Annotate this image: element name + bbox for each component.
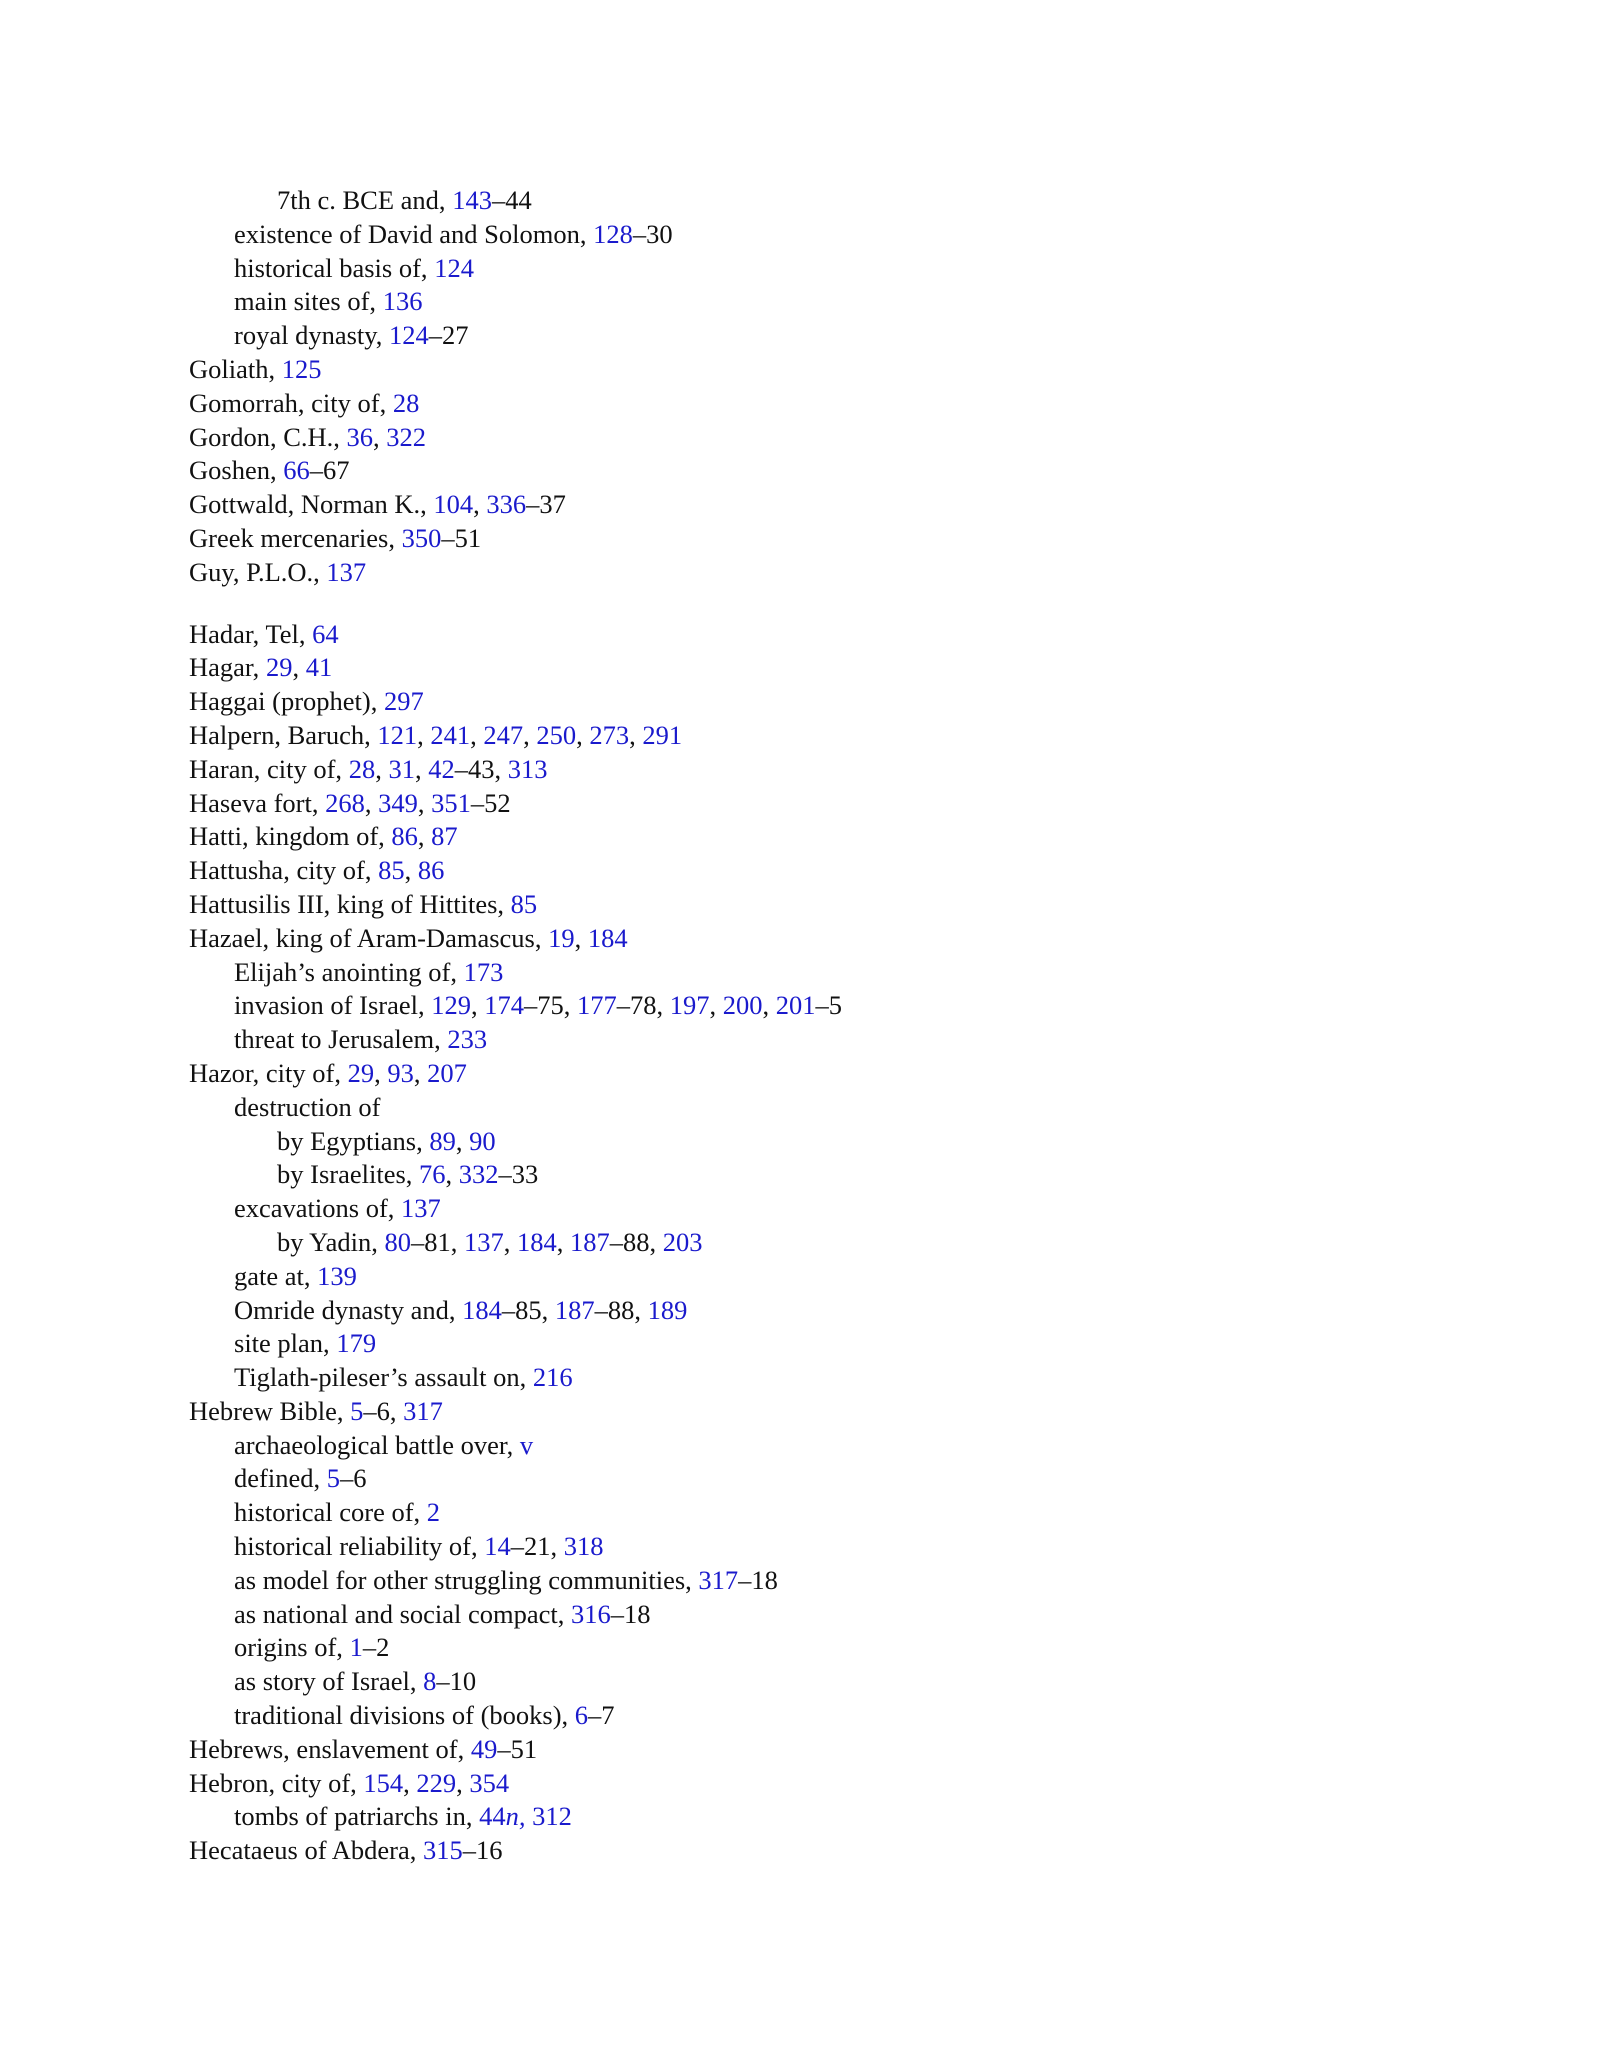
entry-label: Hattusha, city of, [189, 855, 379, 886]
page-link[interactable]: 93 [387, 1057, 414, 1088]
page-link[interactable]: 233 [447, 1024, 488, 1055]
page-link[interactable]: 313 [507, 753, 548, 784]
entry-label: Hebrew Bible, [189, 1395, 351, 1426]
page-link[interactable]: 184 [517, 1226, 557, 1257]
entry-label: traditional divisions of (books), [234, 1700, 575, 1731]
page-link[interactable]: 184 [462, 1294, 502, 1325]
index-entry [189, 1767, 1449, 1801]
index-subentry [189, 1361, 1449, 1395]
entry-label: defined, [234, 1463, 327, 1494]
index-entry [189, 854, 1449, 888]
index-subentry [189, 1665, 1449, 1699]
page-link[interactable]: 247 [483, 719, 524, 750]
index-subentry [189, 989, 1449, 1023]
entry-label: by Israelites, [277, 1159, 420, 1190]
entry-label: invasion of Israel, [234, 990, 432, 1021]
page-link[interactable]: 203 [662, 1226, 703, 1257]
page-range-text: –51 [441, 522, 482, 553]
entry-label: archaeological battle over, [234, 1429, 520, 1460]
entry-label: Elijah’s anointing of, [234, 956, 464, 987]
entry-label: Tiglath-pileser’s assault on, [234, 1362, 533, 1393]
index-subentry [189, 1125, 1449, 1159]
index-subentry [189, 184, 1449, 218]
page-link[interactable]: 177 [576, 990, 617, 1021]
page-link[interactable]: 316 [571, 1598, 611, 1629]
index-subentry [189, 1631, 1449, 1665]
index-subentry [189, 1462, 1449, 1496]
index-entry [189, 522, 1449, 556]
index-entry [189, 1834, 1449, 1868]
page-range-text: –44 [491, 185, 532, 215]
index-entry [189, 685, 1449, 719]
page-range-text: , [455, 1125, 470, 1156]
entry-label: Hecataeus of Abdera, [189, 1835, 423, 1866]
page-range-text: –81, [411, 1226, 465, 1257]
entry-label: site plan, [234, 1328, 337, 1359]
page-range-text: –21, [510, 1531, 564, 1562]
page-range-text: , [523, 719, 537, 750]
index-subentry [189, 1192, 1449, 1226]
page-range-text: , [556, 1226, 571, 1257]
index-entry [189, 922, 1449, 956]
page-link[interactable]: 174 [484, 990, 524, 1021]
page-link[interactable]: 86 [391, 821, 418, 852]
page-range-text: , [456, 1767, 470, 1798]
page-link[interactable]: 121 [377, 719, 418, 750]
page-link[interactable]: 354 [469, 1767, 510, 1798]
page-range-text: , [470, 719, 484, 750]
page-link[interactable]: 2 [426, 1497, 441, 1528]
index-subentry [189, 1496, 1449, 1530]
entry-label: Hadar, Tel, [189, 618, 313, 649]
page-range-text: , [413, 1057, 428, 1088]
entry-label: 7th c. BCE and, [277, 185, 453, 215]
page-link[interactable]: 143 [452, 185, 492, 215]
page-link[interactable]: 42 [428, 753, 455, 784]
page-link[interactable]: 216 [532, 1362, 573, 1393]
entry-label: existence of David and Solomon, [234, 218, 594, 249]
page-range-text: –10 [436, 1666, 477, 1697]
entry-label: Gordon, C.H., [189, 421, 347, 452]
entry-label: gate at, [234, 1260, 318, 1291]
page-range-text: –18 [738, 1564, 778, 1595]
page-link[interactable]: 273 [589, 719, 630, 750]
page-link[interactable]: 29 [347, 1057, 375, 1088]
index-subentry [189, 956, 1449, 990]
index-subentry [189, 285, 1449, 319]
page-range-text: , [629, 719, 643, 750]
page-link[interactable]: 124 [434, 252, 474, 283]
page-range-text: , [445, 1159, 459, 1190]
page-range-text: –85, [501, 1294, 555, 1325]
index-entry [189, 787, 1449, 821]
note-suffix: n, [505, 1801, 526, 1832]
page-link[interactable]: 104 [433, 489, 474, 520]
page-link[interactable]: 85 [378, 855, 405, 886]
page-link[interactable]: 44 [479, 1801, 506, 1832]
page-link[interactable]: 322 [386, 421, 427, 452]
entry-label: origins of, [234, 1632, 350, 1663]
entry-label: main sites of, [234, 286, 383, 317]
page-link[interactable]: 124 [389, 320, 429, 351]
entry-label: excavations of, [234, 1193, 402, 1224]
page-link[interactable]: 351 [431, 787, 471, 818]
page-link[interactable]: 189 [647, 1294, 688, 1325]
page-range-text: –2 [362, 1632, 390, 1663]
page-range-text: , [574, 922, 588, 953]
index-subentry [189, 1023, 1449, 1057]
page-link[interactable]: 6 [574, 1700, 589, 1731]
page-link[interactable]: 76 [419, 1159, 446, 1190]
page-link[interactable]: 291 [642, 719, 683, 750]
page-link[interactable]: 29 [265, 652, 293, 683]
entry-label: Halpern, Baruch, [189, 719, 378, 750]
page-range-text: –43, [454, 753, 508, 784]
entry-label: destruction of [234, 1091, 381, 1122]
page-range-text: –6 [339, 1463, 367, 1494]
page-range-text: , [470, 990, 485, 1021]
page-link[interactable]: 64 [312, 618, 339, 649]
page-link[interactable]: 207 [427, 1057, 467, 1088]
page-range-text: , [762, 990, 776, 1021]
page-link[interactable]: 49 [470, 1733, 498, 1764]
page-link[interactable]: 241 [430, 719, 471, 750]
entry-label: by Egyptians, [277, 1125, 430, 1156]
page-link[interactable]: v [519, 1429, 534, 1460]
page-range-text: , [404, 855, 418, 886]
page-range-text: , [292, 652, 306, 683]
page-range-text: –67 [309, 455, 350, 486]
index-entry [189, 651, 1449, 685]
entry-label: Hazor, city of, [189, 1057, 348, 1088]
entry-label: Goshen, [189, 455, 284, 486]
page-link[interactable]: 128 [593, 218, 633, 249]
index-subentry [189, 1800, 1449, 1834]
page-link[interactable]: 86 [417, 855, 445, 886]
page-link[interactable]: 137 [326, 556, 367, 587]
page-range-text: , [709, 990, 723, 1021]
index-subentry [189, 252, 1449, 286]
page-link[interactable]: 229 [416, 1767, 457, 1798]
index-subentry [189, 1327, 1449, 1361]
index-entry [189, 1395, 1449, 1429]
page-link[interactable]: 87 [431, 821, 458, 852]
page-link[interactable]: 5 [350, 1395, 364, 1426]
index-subentry [189, 1429, 1449, 1463]
page-range-text: –7 [588, 1700, 615, 1731]
entry-label: Hatti, kingdom of, [189, 821, 392, 852]
entry-label: tombs of patriarchs in, [234, 1801, 480, 1832]
entry-label: Gomorrah, city of, [189, 387, 393, 418]
index-entry [189, 888, 1449, 922]
entry-label: royal dynasty, [234, 320, 390, 351]
entry-label: as national and social compact, [234, 1598, 572, 1629]
page-link[interactable]: 317 [403, 1395, 443, 1426]
index-subentry [189, 1530, 1449, 1564]
page-link[interactable]: 184 [587, 922, 628, 953]
entry-label: Hebrews, enslavement of, [189, 1733, 471, 1764]
page-range-text: –37 [526, 489, 566, 520]
index-entry [189, 454, 1449, 488]
index-entry [189, 353, 1449, 387]
index-subentry [189, 1294, 1449, 1328]
page-link[interactable]: 250 [536, 719, 577, 750]
index-subentry [189, 1226, 1449, 1260]
page-link[interactable]: 66 [283, 455, 310, 486]
page-link[interactable]: 187 [570, 1226, 610, 1257]
page-link[interactable]: 137 [401, 1193, 441, 1224]
index-subentry [189, 218, 1449, 252]
page-link[interactable]: 137 [464, 1226, 504, 1257]
page-link[interactable]: 8 [423, 1666, 437, 1697]
index-subentry [189, 1564, 1449, 1598]
page-link[interactable]: 317 [698, 1564, 739, 1595]
entry-label: Haran, city of, [189, 753, 349, 784]
page-link[interactable]: 1 [349, 1632, 363, 1663]
index-entry [189, 556, 1449, 590]
entry-label: Haseva fort, [189, 787, 326, 818]
page-link[interactable]: 179 [336, 1328, 377, 1359]
index-entry [189, 753, 1449, 787]
page-link[interactable]: 14 [484, 1531, 511, 1562]
index-entry [189, 820, 1449, 854]
page-range-text: , [473, 489, 487, 520]
page-range-text: , [417, 719, 431, 750]
page-link[interactable]: 125 [281, 353, 322, 384]
entry-label: Omride dynasty and, [234, 1294, 463, 1325]
page-range-text: , [417, 787, 432, 818]
page-range-text: –75, [523, 990, 577, 1021]
page-range-text: –33 [498, 1159, 539, 1190]
page-range-text: , [375, 753, 389, 784]
page-link[interactable]: 318 [563, 1531, 604, 1562]
page-range-text: –6, [363, 1395, 404, 1426]
page-range-text: –18 [610, 1598, 651, 1629]
page-link[interactable]: 80 [384, 1226, 412, 1257]
page-range-text: –5 [815, 990, 842, 1021]
index-subentry [189, 1598, 1449, 1632]
entry-label: Hebron, city of, [189, 1767, 364, 1798]
index-subentry [189, 1260, 1449, 1294]
entry-label: as story of Israel, [234, 1666, 424, 1697]
index-subentry [189, 1699, 1449, 1733]
index-entry [189, 618, 1449, 652]
page-link[interactable]: 312 [532, 1801, 572, 1832]
page-link[interactable]: 41 [305, 652, 333, 683]
page-link[interactable]: 89 [429, 1125, 456, 1156]
entry-label: Goliath, [189, 353, 282, 384]
page-link[interactable]: 297 [384, 686, 424, 717]
page-link[interactable]: 85 [510, 888, 538, 919]
page-range-text: , [374, 1057, 388, 1088]
entry-label: Greek mercenaries, [189, 522, 402, 553]
entry-label: as model for other struggling communities, [234, 1564, 699, 1595]
index-subentry [189, 1158, 1449, 1192]
page-link[interactable]: 5 [326, 1463, 340, 1494]
page-range-text: –16 [462, 1835, 503, 1866]
page-link[interactable]: 350 [401, 522, 442, 553]
entry-label: Guy, P.L.O., [189, 556, 327, 587]
index-subentry [189, 1091, 1449, 1125]
page-link[interactable]: 19 [548, 922, 575, 953]
page-link[interactable]: 197 [669, 990, 710, 1021]
entry-label: threat to Jerusalem, [234, 1024, 448, 1055]
page-link[interactable]: 136 [382, 286, 423, 317]
page-range-text: –78, [616, 990, 670, 1021]
page-link[interactable]: 349 [378, 787, 418, 818]
page-range-text: –27 [428, 320, 469, 351]
page-range-text: , [417, 821, 432, 852]
page-link[interactable]: 90 [469, 1125, 496, 1156]
page-range-text: , [373, 421, 387, 452]
page-link[interactable]: 36 [346, 421, 374, 452]
index-entry [189, 1733, 1449, 1767]
page-link[interactable]: 187 [554, 1294, 595, 1325]
entry-label: Hazael, king of Aram-Damascus, [189, 922, 549, 953]
page-link[interactable]: 315 [422, 1835, 463, 1866]
page-range-text: , [364, 787, 379, 818]
entry-label: by Yadin, [277, 1226, 385, 1257]
page-link[interactable]: 129 [431, 990, 471, 1021]
entry-label: Gottwald, Norman K., [189, 489, 434, 520]
page-range-text: , [576, 719, 590, 750]
entry-label: Hattusilis III, king of Hittites, [189, 888, 511, 919]
entry-label: Haggai (prophet), [189, 686, 384, 717]
page-link[interactable]: 332 [458, 1159, 499, 1190]
page-link[interactable]: 154 [363, 1767, 404, 1798]
index-list [189, 184, 1449, 1868]
entry-label: historical basis of, [234, 252, 435, 283]
entry-label: historical core of, [234, 1497, 427, 1528]
page-range-text: –52 [470, 787, 511, 818]
index-entry [189, 387, 1449, 421]
entry-label: Hagar, [189, 652, 266, 683]
page-link[interactable]: 139 [317, 1260, 357, 1291]
page-link[interactable]: 268 [325, 787, 365, 818]
page-range-text: –30 [632, 218, 673, 249]
page-link[interactable]: 173 [463, 956, 504, 987]
page-link[interactable]: 31 [388, 753, 415, 784]
page-link[interactable]: 201 [775, 990, 816, 1021]
index-subentry [189, 319, 1449, 353]
page-link[interactable]: 28 [392, 387, 420, 418]
entry-label: historical reliability of, [234, 1531, 485, 1562]
page-range-text: , [503, 1226, 518, 1257]
page-link[interactable]: 28 [348, 753, 376, 784]
index-entry [189, 1057, 1449, 1091]
page-range-text: , [403, 1767, 417, 1798]
page-range-text: –88, [594, 1294, 648, 1325]
page-link[interactable]: 200 [722, 990, 763, 1021]
page-range-text: , [414, 753, 429, 784]
index-entry [189, 719, 1449, 753]
page-link[interactable]: 336 [486, 489, 527, 520]
page-range-text: –51 [497, 1733, 538, 1764]
index-entry [189, 488, 1449, 522]
index-entry [189, 421, 1449, 455]
page-range-text: –88, [609, 1226, 663, 1257]
